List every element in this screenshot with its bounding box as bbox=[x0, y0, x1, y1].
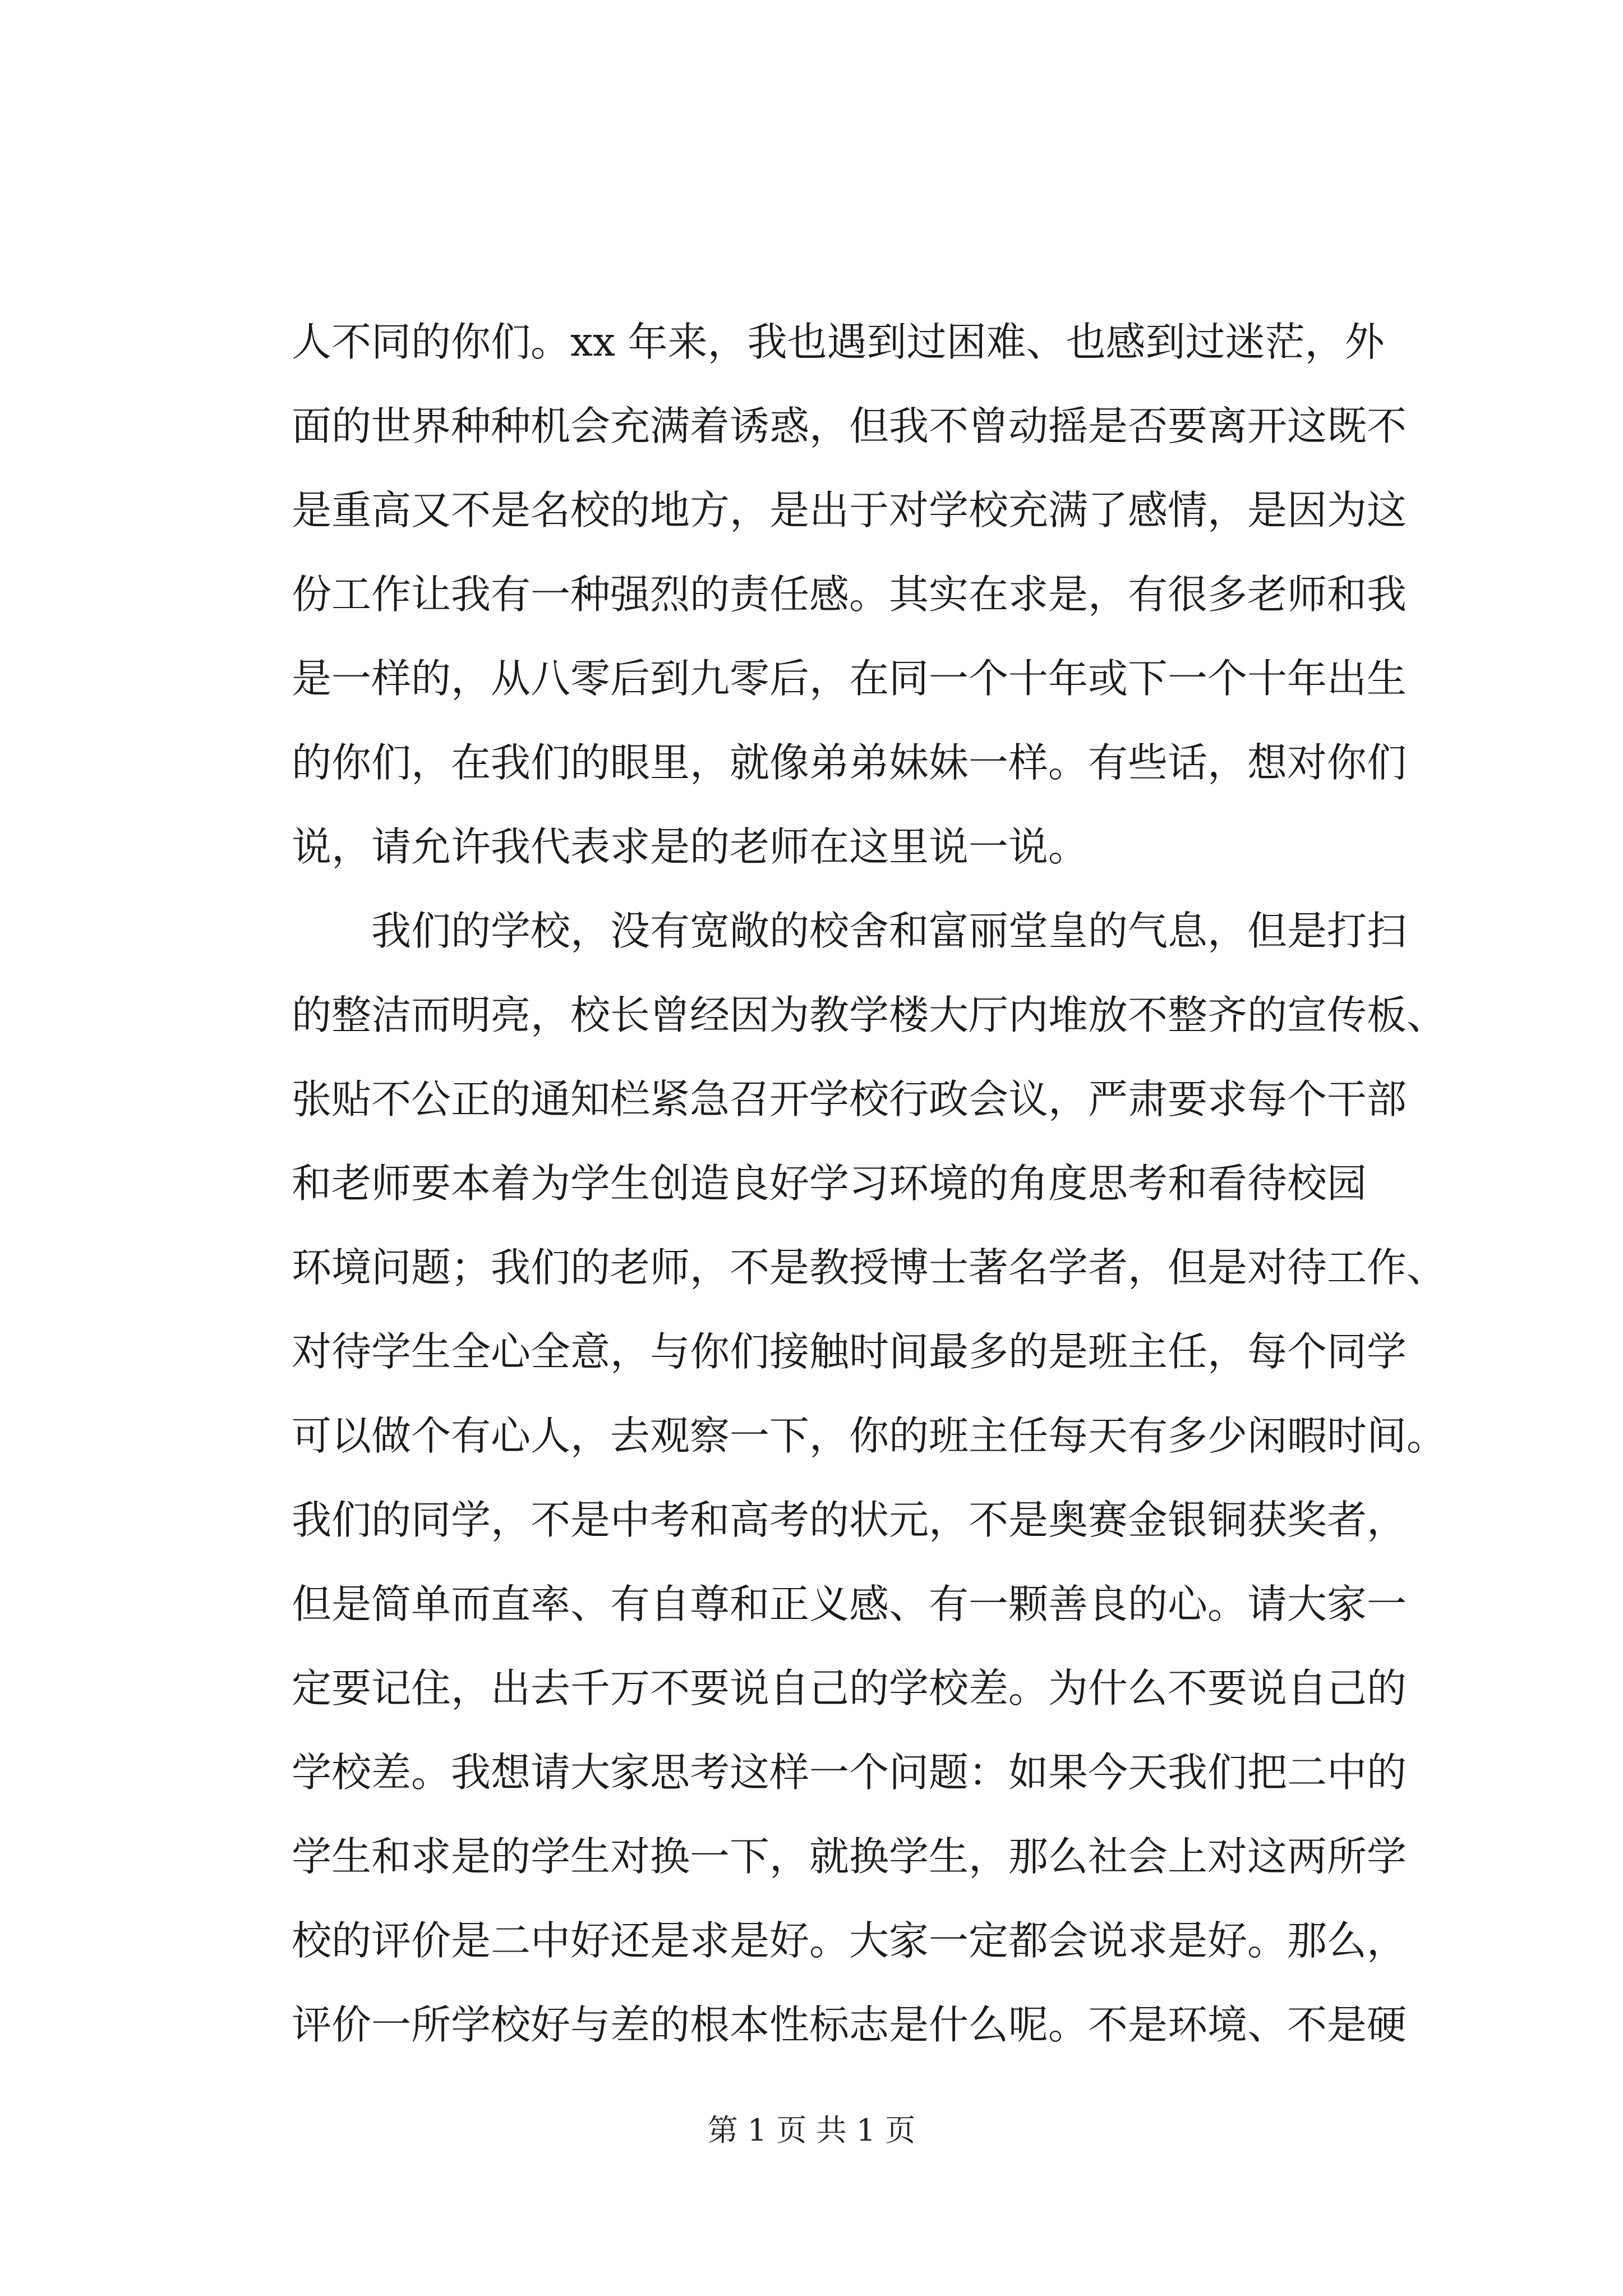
text-line: 我们的学校，没有宽敞的校舍和富丽堂皇的气息，但是打扫 bbox=[292, 908, 1407, 954]
text-line: 对待学生全心全意，与你们接触时间最多的是班主任，每个同学 bbox=[292, 1328, 1407, 1375]
text-line: 份工作让我有一种强烈的责任感。其实在求是，有很多老师和我 bbox=[292, 571, 1407, 618]
text-line: 校的评价是二中好还是求是好。大家一定都会说求是好。那么， bbox=[292, 1917, 1407, 1964]
text-line: 定要记住，出去千万不要说自己的学校差。为什么不要说自己的 bbox=[292, 1665, 1407, 1711]
text-line: 是一样的，从八零后到九零后，在同一个十年或下一个十年出生 bbox=[292, 655, 1407, 702]
text-line: 但是简单而直率、有自尊和正义感、有一颗善良的心。请大家一 bbox=[292, 1581, 1407, 1627]
text-line: 面的世界种种机会充满着诱惑，但我不曾动摇是否要离开这既不 bbox=[292, 403, 1407, 449]
text-line: 和老师要本着为学生创造良好学习环境的角度思考和看待校园 bbox=[292, 1160, 1367, 1207]
text-line: 张贴不公正的通知栏紧急召开学校行政会议，严肃要求每个干部 bbox=[292, 1076, 1407, 1122]
text-line: 学校差。我想请大家思考这样一个问题：如果今天我们把二中的 bbox=[292, 1749, 1407, 1796]
text-line: 的你们，在我们的眼里，就像弟弟妹妹一样。有些话，想对你们 bbox=[292, 739, 1407, 786]
page-footer: 第 1 页 共 1 页 bbox=[707, 2113, 916, 2148]
body-text bbox=[292, 300, 1447, 2067]
text-line: 人不同的你们。xx 年来，我也遇到过困难、也感到过迷茫，外 bbox=[292, 319, 1385, 365]
text-line: 可以做个有心人，去观察一下，你的班主任每天有多少闲暇时间。 bbox=[292, 1412, 1447, 1459]
text-line: 评价一所学校好与差的根本性标志是什么呢。不是环境、不是硬 bbox=[292, 2001, 1407, 2048]
text-line: 学生和求是的学生对换一下，就换学生，那么社会上对这两所学 bbox=[292, 1833, 1407, 1880]
text-line: 环境问题；我们的老师，不是教授博士著名学者，但是对待工作、 bbox=[292, 1244, 1447, 1291]
text-line: 是重高又不是名校的地方，是出于对学校充满了感情，是因为这 bbox=[292, 487, 1407, 533]
text-line: 我们的同学，不是中考和高考的状元，不是奥赛金银铜获奖者， bbox=[292, 1497, 1407, 1543]
text-line: 的整洁而明亮，校长曾经因为教学楼大厅内堆放不整齐的宣传板、 bbox=[292, 992, 1447, 1038]
text-line: 说，请允许我代表求是的老师在这里说一说。 bbox=[292, 823, 1089, 870]
